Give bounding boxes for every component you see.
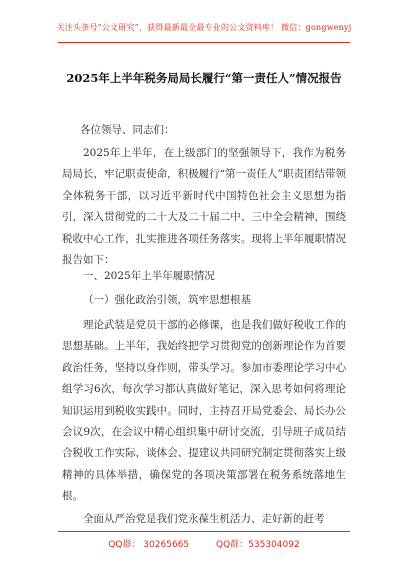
section-heading: 一、2025年上半年履职情况 xyxy=(83,270,215,282)
paragraph-intro: 2025年上半年，在上级部门的坚强领导下，我作为税务局局长，牢记职责使命，积极履行“第一责任人”职责团结带领全体税务干部，以习近平新时代中国特色社会主义思想为指引，深入贯彻党的二十大及二十届二中、三中全会精神，围绕税收中心工作，扎实推进各项任务落实。现将上半年履职情况报告如下： xyxy=(62,147,346,267)
paragraph-theory: 理论武装是党员干部的必修课，也是我们做好税收工作的思想基础。上半年，我始终把学习贯彻党的创新理论作为首要政治任务，坚持以身作则，带头学习。参加市委理论学习中心组学习6次，每次学习都认真做好笔记，深入思考如何将理论知识运用到税收实践中。同时，主持召开局党委会、局长办公会议9次，在会议中精心组织集中研讨交流，引导班子成员结合税收工作实际，谈体会、提建议共同研究制定贯彻落实上级精神的具体举措，确保党的各项决策部署在税务系统落地生根。 xyxy=(62,319,346,503)
header-banner: 关注头条号“公文研究”，获得最新最全最专业的公文资料库！ 微信：gongwenyj xyxy=(56,23,352,32)
footer-divider xyxy=(58,531,350,532)
footer-banner xyxy=(0,537,408,550)
header-divider xyxy=(58,42,350,43)
subsection-heading: （一）强化政治引领，筑牢思想根基 xyxy=(83,294,251,306)
document-title: 2025年上半年税务局局长履行“第一责任人”情况报告 xyxy=(66,71,342,85)
salutation: 各位领导、同志们： xyxy=(80,124,175,136)
paragraph-party-discipline: 全面从严治党是我们党永葆生机活力、走好新的赶考 xyxy=(83,513,325,525)
footer-qq-group-2: QQ群：535304092 xyxy=(216,540,300,550)
footer-qq-group-1: QQ群： 30265665 xyxy=(108,540,190,550)
